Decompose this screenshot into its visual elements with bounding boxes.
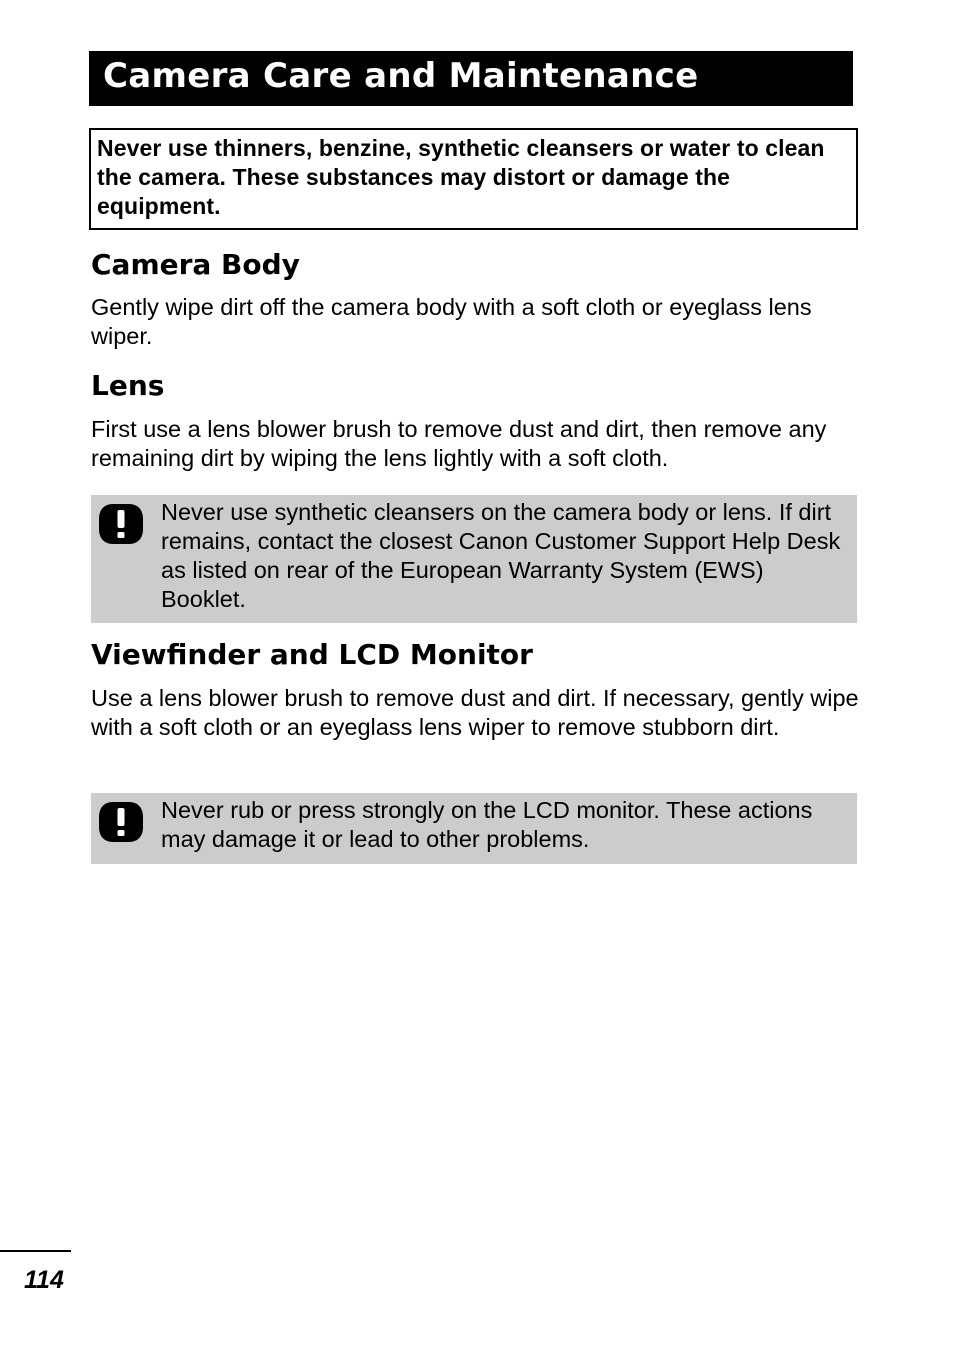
caution-icon <box>98 501 144 547</box>
section-text-lens: First use a lens blower brush to remove dust and dirt, then remove any remaining dirt by wiping the lens lightly with a soft cloth. <box>91 416 827 471</box>
page-number-rule <box>0 1250 71 1252</box>
page-title-bar <box>89 51 853 106</box>
caution-icon <box>98 799 144 845</box>
page-title: Camera Care and Maintenance <box>103 56 699 96</box>
page-number: 114 <box>24 1266 64 1294</box>
section-heading-viewfinder: Viewfinder and LCD Monitor <box>91 638 533 671</box>
section-text-viewfinder: Use a lens blower brush to remove dust and dirt. If necessary, gently wipe with a soft cloth or an eyeglass lens wiper to remove stubborn dirt. <box>91 685 859 740</box>
caution-box-cleansers <box>91 495 857 623</box>
caution-text-cleansers: Never use synthetic cleansers on the camera body or lens. If dirt remains, contact the closest Canon Customer Support Help Desk as listed on rear of the European Warranty System (EWS) Booklet. <box>161 499 841 612</box>
warning-text: Never use thinners, benzine, synthetic cleansers or water to clean the camera. These substances may distort or damage the equipment. <box>97 135 825 219</box>
caution-text-lcd: Never rub or press strongly on the LCD monitor. These actions may damage it or lead to other problems. <box>161 797 813 852</box>
section-heading-camera-body: Camera Body <box>91 248 300 281</box>
section-text-camera-body: Gently wipe dirt off the camera body with a soft cloth or eyeglass lens wiper. <box>91 294 812 349</box>
warning-box <box>89 128 858 230</box>
caution-box-lcd <box>91 793 857 864</box>
section-heading-lens: Lens <box>91 369 165 402</box>
